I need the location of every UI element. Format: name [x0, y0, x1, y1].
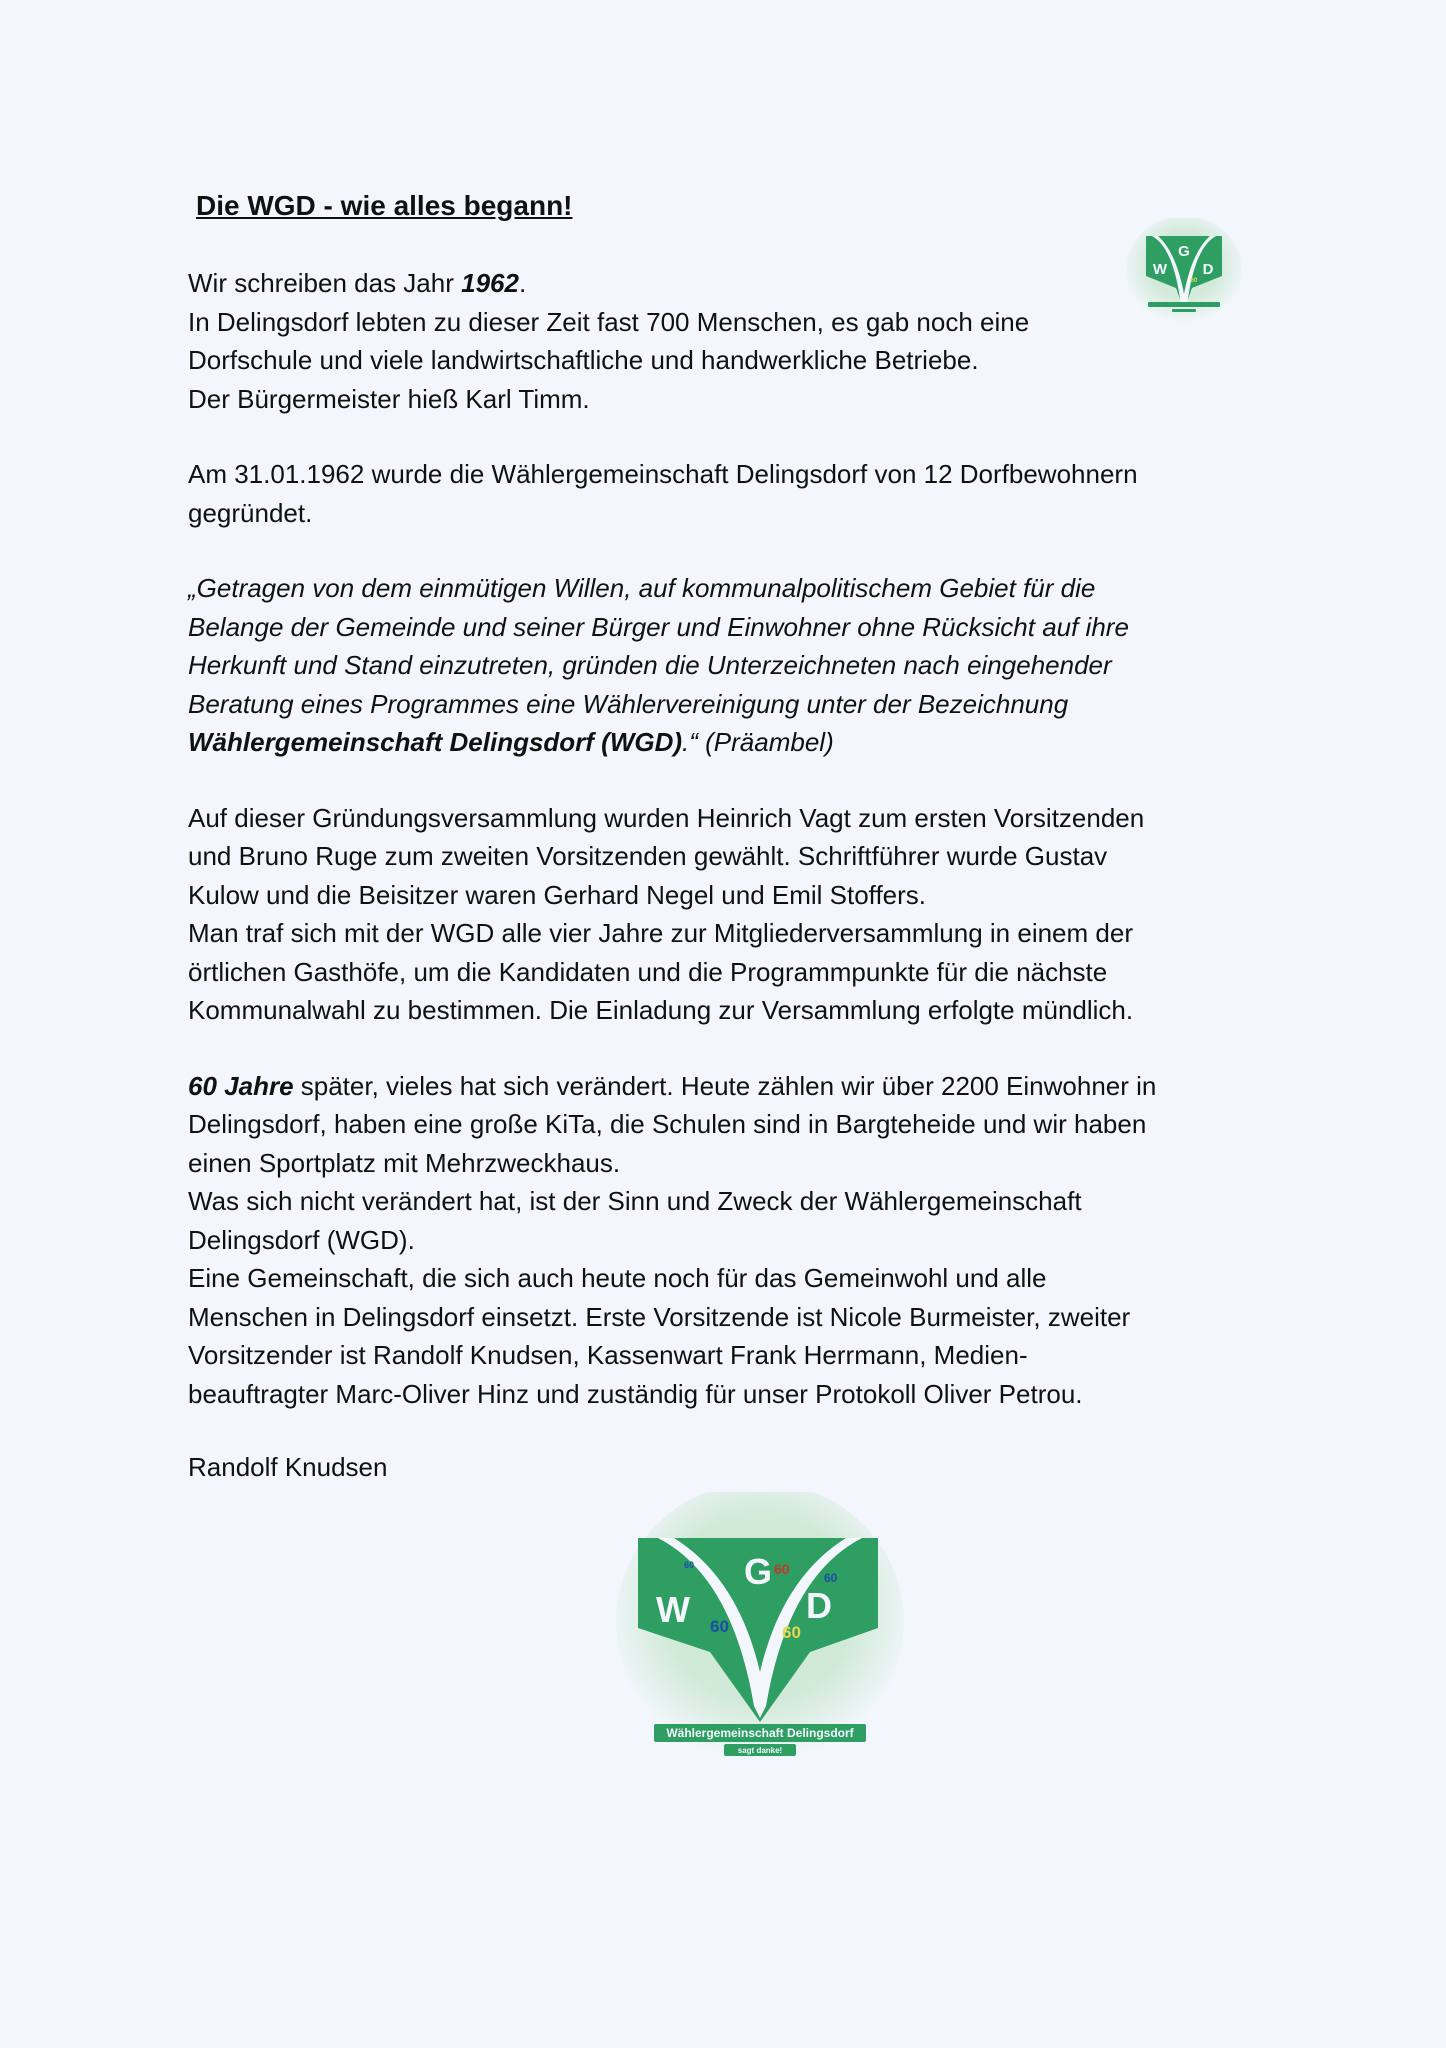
preamble-quote: „Getragen von dem einmütigen Willen, auf kommunalpolitischem Gebiet für die Belange der Gemeinde und seiner Bürger und Einwohner ohne Rücksicht auf ihre Herkunft und Stand einzutreten, gründen die Unterzeichneten nach eingehender Beratung eines Programmes eine Wählervereinigung unter der Bezeichnung Wählergemeinschaft Delingsdorf (WGD).“ (Präambel): [188, 573, 1129, 757]
paragraph-intro: Wir schreiben das Jahr 1962. In Delingsdorf lebten zu dieser Zeit fast 700 Menschen, es gab noch eine Dorfschule und viele landwirtschaftliche und handwerkliche Betriebe. Der Bürgermeister hieß Karl Timm.: [188, 268, 1030, 414]
logo-badge-blue: 60: [710, 1617, 729, 1636]
logo-letter-g: G: [744, 1551, 773, 1592]
logo-small-letter-g: G: [1178, 243, 1190, 260]
logo-small-letter-w: W: [1152, 261, 1168, 278]
logo-badge-small-blue: 60: [824, 1571, 838, 1585]
wgd-logo-large-icon: [614, 1492, 906, 1774]
logo-badge-red: 60: [774, 1561, 790, 1577]
wgd-logo-large: [614, 1492, 906, 1774]
logo-badge-tiny: 60: [684, 1560, 695, 1570]
logo-small-letter-d: D: [1202, 261, 1214, 278]
years-highlight: 60 Jahre: [188, 1070, 294, 1101]
logo-small-badge: 60: [1190, 278, 1198, 284]
document-body: [188, 188, 1268, 1524]
paragraph-today: 60 Jahre später, vieles hat sich verändert. Heute zählen wir über 2200 Einwohner in Delingsdorf, haben eine große KiTa, die Schulen sind in Bargteheide und wir haben einen Sportplatz mit Mehrzweckhaus. Was sich nicht verändert hat, ist der Sinn und Zweck der Wählergemeinschaft Delingsdorf (WGD). Eine Gemeinschaft, die sich auch heute noch für das Gemeinwohl und alle Menschen in Delingsdorf einsetzt. Erste Vorsitzende ist Nicole Burmeister, zweiter Vorsitzender ist Randolf Knudsen, Kassenwart Frank Herrmann, Medien- beauftragter Marc-Oliver Hinz und zuständig für unser Protokoll Oliver Petrou.: [188, 1070, 1157, 1409]
logo-letter-w: W: [656, 1589, 690, 1630]
paragraph-founding: Am 31.01.1962 wurde die Wählergemeinschaft Delingsdorf von 12 Dorfbewohnern gegründet.: [188, 459, 1138, 528]
logo-letter-d: D: [806, 1585, 832, 1626]
wgd-logo-small-icon: [1124, 218, 1244, 330]
wgd-logo-small: [1124, 218, 1244, 330]
signature: Randolf Knudsen: [188, 1452, 388, 1482]
paragraph-assembly: Auf dieser Gründungsversammlung wurden Heinrich Vagt zum ersten Vorsitzenden und Bruno Ruge zum zweiten Vorsitzenden gewählt. Schriftführer wurde Gustav Kulow und die Beisitzer waren Gerhard Negel und Emil Stoffers. Man traf sich mit der WGD alle vier Jahre zur Mitgliederversammlung in einem der örtlichen Gasthöfe, um die Kandidaten und die Programmpunkte für die nächste Kommunalwahl zu bestimmen. Die Einladung zur Versammlung erfolgte mündlich.: [188, 802, 1145, 1025]
quote-bold-name: Wählergemeinschaft Delingsdorf (WGD): [188, 727, 683, 757]
logo-name: Wählergemeinschaft Delingsdorf: [666, 1726, 854, 1740]
logo-badge-yellow: 60: [782, 1623, 801, 1642]
document-title: Die WGD - wie alles begann!: [196, 190, 573, 221]
year-highlight: 1962: [461, 268, 519, 298]
logo-slogan: sagt danke!: [737, 1746, 783, 1755]
